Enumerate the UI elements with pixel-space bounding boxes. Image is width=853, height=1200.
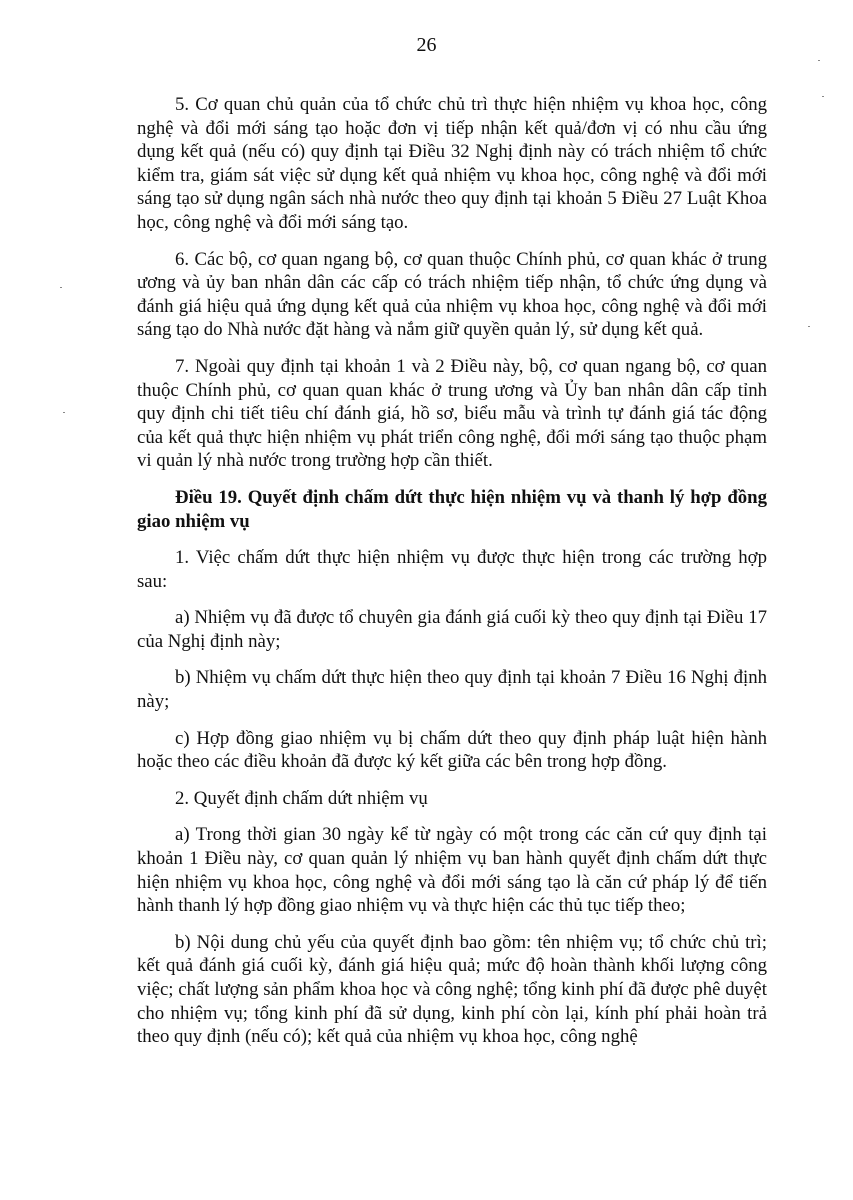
scan-speck [63, 412, 65, 413]
document-body [137, 93, 767, 1062]
clause-2-point-b: b) Nội dung chủ yếu của quyết định bao gồm: tên nhiệm vụ; tổ chức chủ trì; kết quả đánh giá cuối kỳ, đánh giá hiệu quả; mức độ hoàn thành khối lượng công việc; chất lượng sản phẩm khoa học và công nghệ; tổng kinh phí đã được phê duyệt cho nhiệm vụ; tổng kinh phí đã sử dụng, kinh phí còn lại, kính phí phải hoàn trả theo quy định (nếu có); kết quả của nhiệm vụ khoa học, công nghệ [137, 931, 767, 1048]
scan-speck [822, 96, 824, 97]
article-19-heading: Điều 19. Quyết định chấm dứt thực hiện nhiệm vụ và thanh lý hợp đồng giao nhiệm vụ [137, 486, 767, 532]
clause-5: 5. Cơ quan chủ quản của tổ chức chủ trì thực hiện nhiệm vụ khoa học, công nghệ và đổi mới sáng tạo hoặc đơn vị tiếp nhận kết quả/đơn vị có nhu cầu ứng dụng kết quả (nếu có) quy định tại Điều 32 Nghị định này có trách nhiệm tổ chức kiểm tra, giám sát việc sử dụng kết quả nhiệm vụ khoa học, công nghệ và đổi mới sáng tạo sử dụng ngân sách nhà nước theo quy định tại khoản 5 Điều 27 Luật Khoa học, công nghệ và đổi mới sáng tạo. [137, 94, 767, 233]
clause-2-point-a: a) Trong thời gian 30 ngày kể từ ngày có một trong các căn cứ quy định tại khoản 1 Điều này, cơ quan quản lý nhiệm vụ ban hành quyết định chấm dứt thực hiện nhiệm vụ khoa học, công nghệ và đổi mới sáng tạo là căn cứ pháp lý để tiến hành thanh lý hợp đồng giao nhiệm vụ và thực hiện các thủ tục tiếp theo; [137, 824, 767, 917]
clause-7: 7. Ngoài quy định tại khoản 1 và 2 Điều này, bộ, cơ quan ngang bộ, cơ quan thuộc Chính phủ, cơ quan quan khác ở trung ương và Ủy ban nhân dân cấp tỉnh quy định chi tiết tiêu chí đánh giá, hồ sơ, biểu mẫu và trình tự đánh giá tác động của kết quả thực hiện nhiệm vụ phát triển công nghệ, đổi mới sáng tạo thuộc phạm vi quản lý nhà nước trong trường hợp cần thiết. [137, 355, 767, 472]
article-19-clause-1: 1. Việc chấm dứt thực hiện nhiệm vụ được thực hiện trong các trường hợp sau: [137, 547, 767, 592]
clause-1-point-c: c) Hợp đồng giao nhiệm vụ bị chấm dứt theo quy định pháp luật hiện hành hoặc theo các điều khoản đã được ký kết giữa các bên trong hợp đồng. [137, 727, 767, 773]
clause-1-point-a: a) Nhiệm vụ đã được tổ chuyên gia đánh giá cuối kỳ theo quy định tại Điều 17 của Nghị định này; [137, 607, 767, 652]
scan-speck [60, 287, 62, 288]
clause-1-point-b: b) Nhiệm vụ chấm dứt thực hiện theo quy định tại khoản 7 Điều 16 Nghị định này; [137, 667, 767, 713]
clause-6: 6. Các bộ, cơ quan ngang bộ, cơ quan thuộc Chính phủ, cơ quan khác ở trung ương và ủy ban nhân dân các cấp có trách nhiệm tiếp nhận, tổ chức ứng dụng và đánh giá hiệu quả ứng dụng kết quả của nhiệm vụ khoa học, công nghệ và đổi mới sáng tạo do Nhà nước đặt hàng và nắm giữ quyền quản lý, sử dụng kết quả. [137, 248, 767, 341]
article-19-clause-2: 2. Quyết định chấm dứt nhiệm vụ [175, 787, 428, 809]
scan-speck [808, 326, 810, 327]
page-number: 26 [416, 34, 437, 56]
scan-speck [818, 60, 820, 61]
